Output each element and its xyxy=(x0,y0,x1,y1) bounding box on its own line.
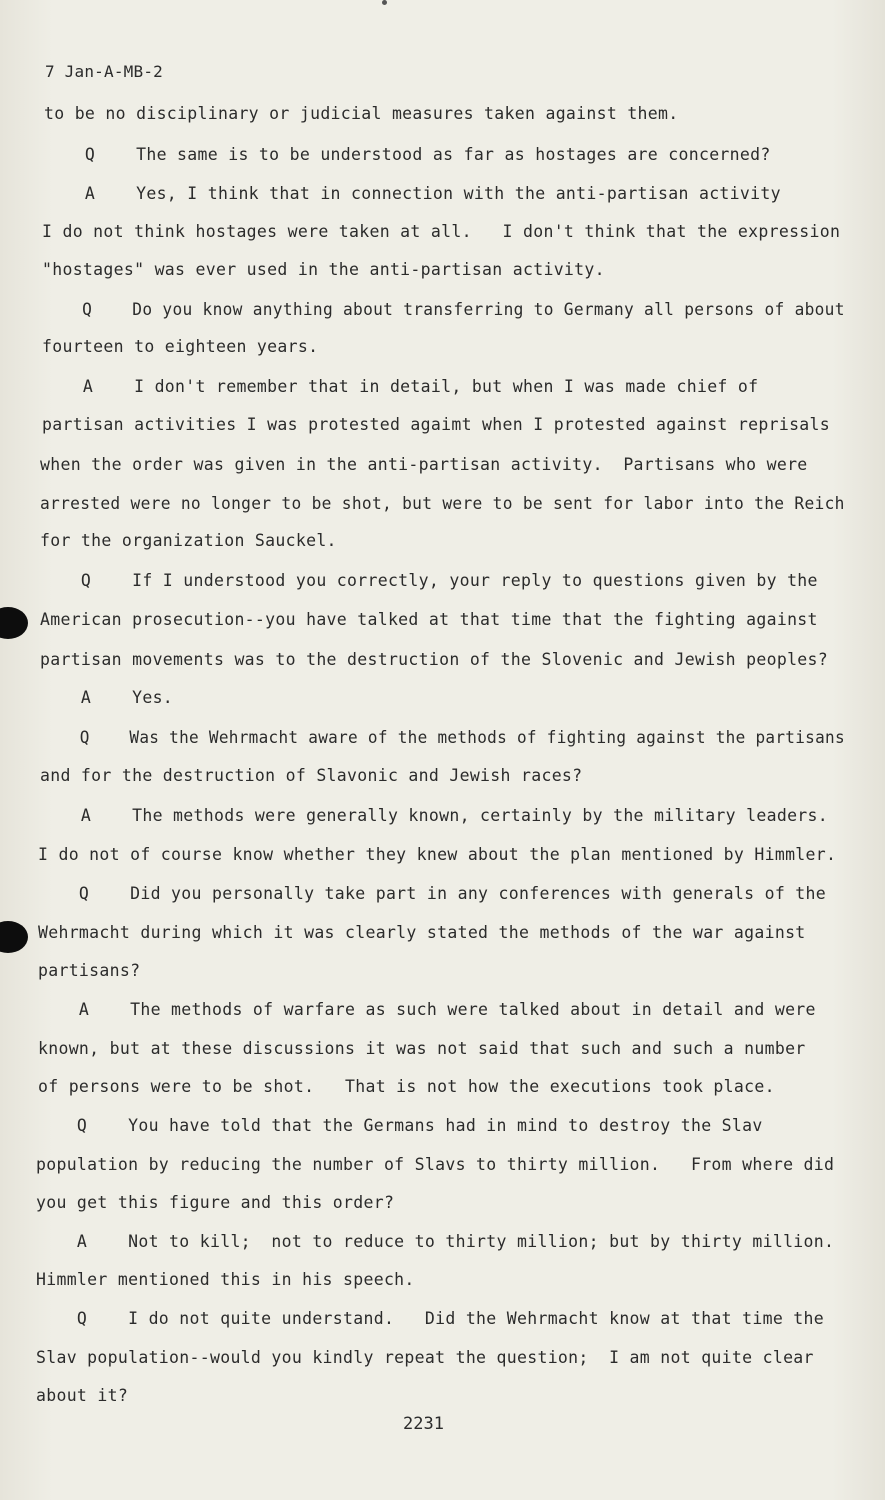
transcript-line: Wehrmacht during which it was clearly stated the methods of the war against xyxy=(38,923,806,942)
document-header: 7 Jan-A-MB-2 xyxy=(45,62,163,81)
transcript-line: Q If I understood you correctly, your reply to questions given by the xyxy=(40,571,818,590)
transcript-line: population by reducing the number of Slavs to thirty million. From where did xyxy=(36,1155,835,1174)
transcript-line: A The methods of warfare as such were talked about in detail and were xyxy=(38,1000,816,1019)
transcript-line: American prosecution--you have talked at that time that the fighting against xyxy=(40,610,818,629)
transcript-line: when the order was given in the anti-partisan activity. Partisans who were xyxy=(40,455,808,474)
transcript-line: Q Was the Wehrmacht aware of the methods of fighting against the partisans xyxy=(40,728,845,747)
transcript-line: Q I do not quite understand. Did the Wehrmacht know at that time the xyxy=(36,1309,825,1328)
transcript-line: arrested were no longer to be shot, but were to be sent for labor into the Reich xyxy=(40,494,845,513)
transcript-line: partisans? xyxy=(38,961,141,980)
transcript-line: partisan movements was to the destruction of the Slovenic and Jewish peoples? xyxy=(40,650,829,669)
punch-hole xyxy=(0,607,28,639)
page-number: 2231 xyxy=(403,1414,444,1434)
transcript-line: of persons were to be shot. That is not how the executions took place. xyxy=(38,1077,775,1096)
transcript-line: Q Do you know anything about transferring to Germany all persons of about xyxy=(42,300,845,319)
transcript-line: fourteen to eighteen years. xyxy=(42,337,319,356)
transcript-line: partisan activities I was protested agaimt when I protested against reprisals xyxy=(42,415,831,434)
transcript-line: for the organization Sauckel. xyxy=(40,531,337,550)
transcript-line: known, but at these discussions it was not said that such and such a number xyxy=(38,1039,806,1058)
transcript-line: to be no disciplinary or judicial measures taken against them. xyxy=(44,104,679,123)
transcript-line: Q Did you personally take part in any conferences with generals of the xyxy=(38,884,827,903)
transcript-line: Slav population--would you kindly repeat the question; I am not quite clear xyxy=(36,1348,814,1367)
transcript-line: A Yes, I think that in connection with the anti-partisan activity xyxy=(44,184,781,203)
transcript-line: A Yes. xyxy=(40,688,174,707)
transcript-line: Q The same is to be understood as far as hostages are concerned? xyxy=(44,145,771,164)
punch-hole xyxy=(0,921,28,953)
transcript-line: about it? xyxy=(36,1386,129,1405)
transcript-line: Himmler mentioned this in his speech. xyxy=(36,1270,415,1289)
transcript-line: "hostages" was ever used in the anti-partisan activity. xyxy=(42,260,605,279)
transcript-line: you get this figure and this order? xyxy=(36,1193,395,1212)
transcript-line: Q You have told that the Germans had in mind to destroy the Slav xyxy=(36,1116,763,1135)
transcript-line: I do not think hostages were taken at all. I don't think that the expression xyxy=(42,222,841,241)
transcript-line: I do not of course know whether they knew about the plan mentioned by Himmler. xyxy=(38,845,837,864)
transcript-line: A Not to kill; not to reduce to thirty million; but by thirty million. xyxy=(36,1232,835,1251)
transcript-line: A I don't remember that in detail, but when I was made chief of xyxy=(42,377,759,396)
ink-dot xyxy=(382,0,387,5)
transcript-line: A The methods were generally known, certainly by the military leaders. xyxy=(40,806,829,825)
transcript-line: and for the destruction of Slavonic and Jewish races? xyxy=(40,766,583,785)
